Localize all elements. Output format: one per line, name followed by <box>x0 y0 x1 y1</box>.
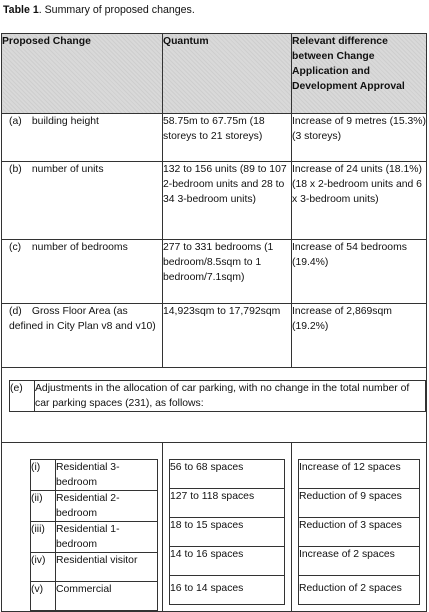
parking-text: Adjustments in the allocation of car parking, with no change in the total number of car parking spaces (231), as follows: <box>35 381 426 412</box>
row-b-quantum: 132 to 156 units (89 to 107 2-bedroom units and 28 to 34 3-bedroom units) <box>163 162 292 240</box>
item-change: Residential 2-bedroom <box>56 491 158 522</box>
item-difference: Increase of 2 spaces <box>299 547 420 576</box>
list-item <box>170 489 285 518</box>
row-a-quantum: 58.75m to 67.75m (18 storeys to 21 storeys) <box>163 114 292 162</box>
item-label: (ii) <box>31 491 56 522</box>
list-item <box>31 553 158 582</box>
item-change: Residential 3-bedroom <box>56 460 158 491</box>
table-caption <box>3 4 195 16</box>
item-quantum: 14 to 16 spaces <box>170 547 285 576</box>
parking-difference-list <box>298 459 420 605</box>
list-item <box>299 489 420 518</box>
list-item <box>299 518 420 547</box>
item-quantum: 56 to 68 spaces <box>170 460 285 489</box>
item-difference: Reduction of 3 spaces <box>299 518 420 547</box>
item-change: Residential 1-bedroom <box>56 522 158 553</box>
change-text: number of bedrooms <box>31 242 128 253</box>
row-label: (a) <box>9 116 22 127</box>
list-item <box>31 460 158 491</box>
item-quantum: 18 to 15 spaces <box>170 518 285 547</box>
parking-quantums <box>163 443 292 612</box>
parking-intro-layout <box>9 380 426 412</box>
parking-intro <box>2 368 427 443</box>
table-row <box>2 114 427 162</box>
row-d-quantum: 14,923sqm to 17,792sqm <box>163 304 292 368</box>
change-text: number of units <box>31 164 104 175</box>
header-row <box>2 34 427 114</box>
row-c-quantum: 277 to 331 bedrooms (1 bedroom/8.5sqm to 1 bedroom/7.1sqm) <box>163 240 292 304</box>
row-label: (e) <box>10 381 35 412</box>
caption-text: . Summary of proposed changes. <box>38 4 195 16</box>
list-item <box>31 522 158 553</box>
row-d-change <box>2 304 163 368</box>
parking-changes-list <box>30 459 158 611</box>
item-difference: Reduction of 9 spaces <box>299 489 420 518</box>
row-a-change <box>2 114 163 162</box>
item-label: (iii) <box>31 522 56 553</box>
header-quantum: Quantum <box>163 34 292 114</box>
header-proposed-change: Proposed Change <box>2 34 163 114</box>
list-item <box>299 547 420 576</box>
row-b-change <box>2 162 163 240</box>
item-quantum: 127 to 118 spaces <box>170 489 285 518</box>
summary-table <box>1 33 427 612</box>
list-item <box>170 460 285 489</box>
list-item <box>299 460 420 489</box>
parking-quantum-list <box>169 459 285 605</box>
item-difference: Increase of 12 spaces <box>299 460 420 489</box>
parking-row <box>2 368 427 443</box>
row-label: (d) <box>9 306 22 317</box>
list-item <box>299 576 420 605</box>
row-c-difference: Increase of 54 bedrooms (19.4%) <box>292 240 427 304</box>
item-label: (i) <box>31 460 56 491</box>
item-label: (iv) <box>31 553 56 582</box>
change-text: building height <box>31 116 99 127</box>
row-label: (b) <box>9 164 22 175</box>
list-item <box>170 518 285 547</box>
list-item <box>170 576 285 605</box>
list-item <box>31 491 158 522</box>
parking-differences <box>292 443 427 612</box>
row-label: (c) <box>9 242 22 253</box>
parking-changes <box>2 443 163 612</box>
list-item <box>31 582 158 611</box>
table-row <box>2 162 427 240</box>
item-quantum: 16 to 14 spaces <box>170 576 285 605</box>
item-change: Commercial <box>56 582 158 611</box>
row-d-difference: Increase of 2,869sqm (19.2%) <box>292 304 427 368</box>
header-relevant-difference: Relevant difference between Change Application and Development Approval <box>292 34 427 114</box>
item-difference: Reduction of 2 spaces <box>299 576 420 605</box>
change-text: Gross Floor Area (as defined in City Plan v8 and v10) <box>9 306 156 332</box>
table-row <box>2 304 427 368</box>
item-change: Residential visitor <box>56 553 158 582</box>
row-b-difference: Increase of 24 units (18.1%) (18 x 2-bedroom units and 6 x 3-bedroom units) <box>292 162 427 240</box>
caption-label: Table 1 <box>3 4 39 16</box>
item-label: (v) <box>31 582 56 611</box>
row-a-difference: Increase of 9 metres (15.3%) (3 storeys) <box>292 114 427 162</box>
list-item <box>170 547 285 576</box>
row-c-change <box>2 240 163 304</box>
parking-items-row <box>2 443 427 612</box>
table-row <box>2 240 427 304</box>
